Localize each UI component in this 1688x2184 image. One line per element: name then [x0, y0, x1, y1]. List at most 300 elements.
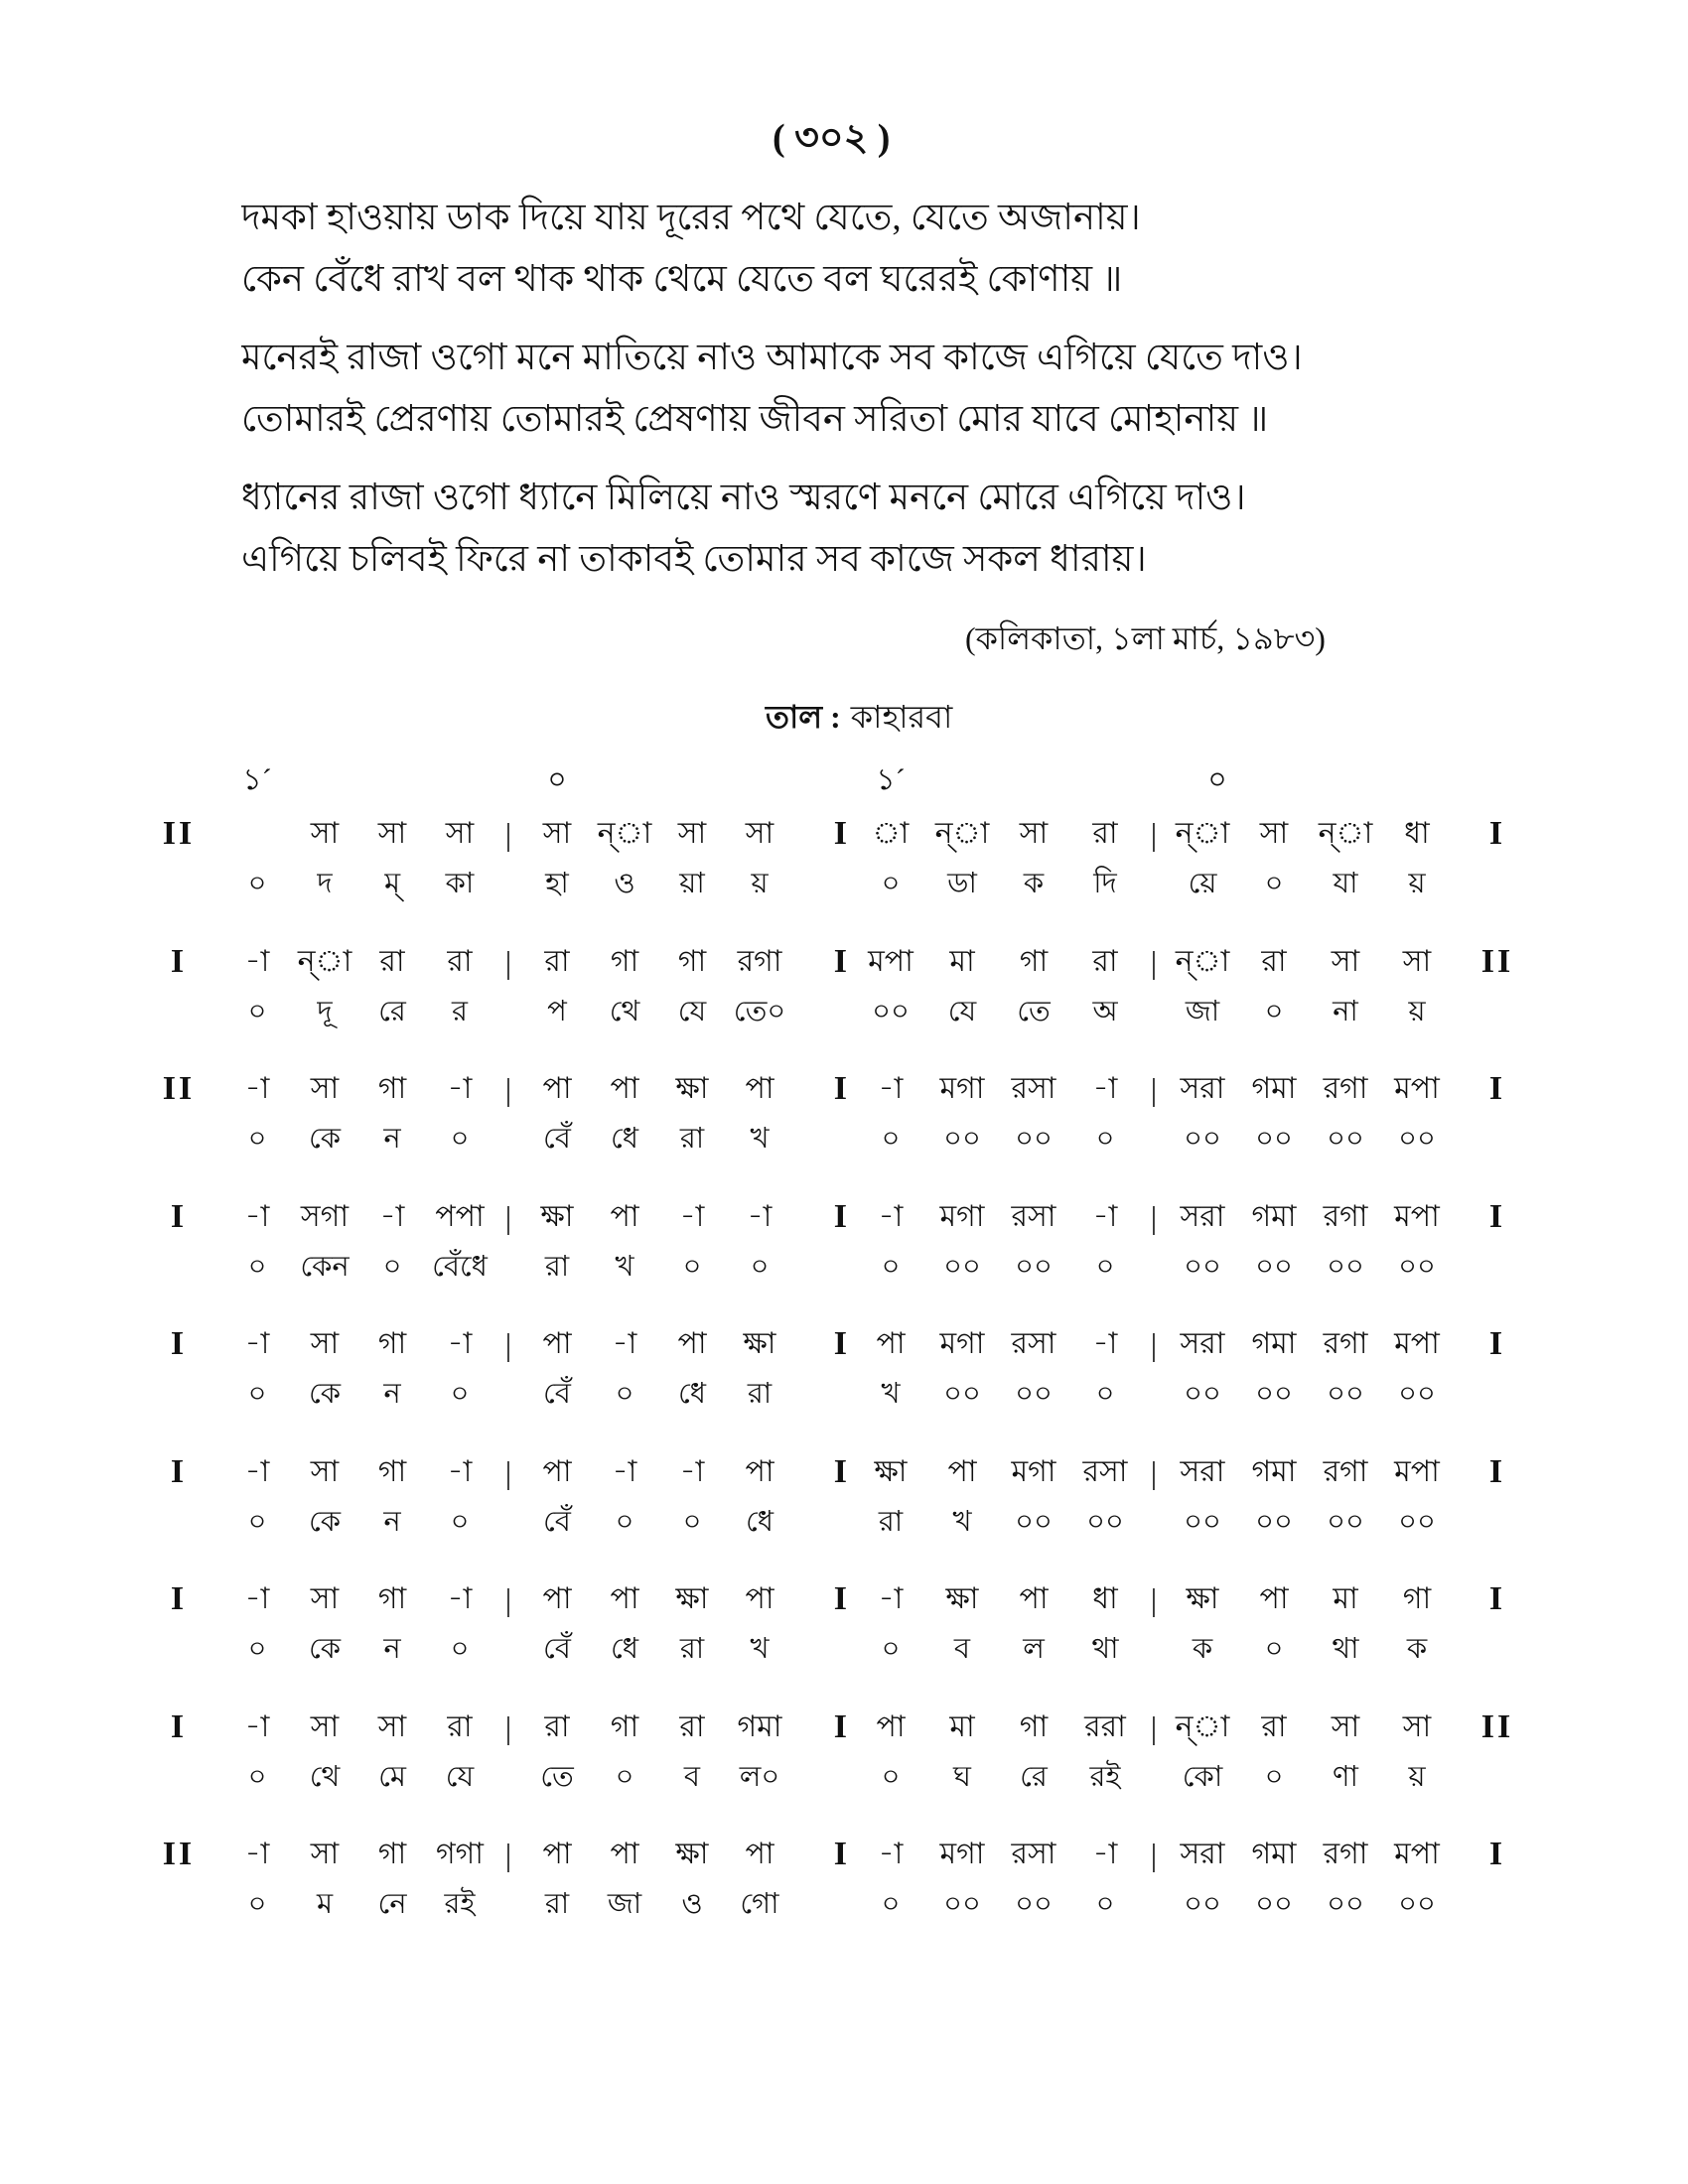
- swara-note: সরা: [1180, 1072, 1225, 1105]
- swara-note: সা: [745, 817, 774, 850]
- beat-divider: |: [1150, 943, 1158, 980]
- lyric-syllable: যে: [445, 1760, 475, 1793]
- beat-divider: |: [504, 1198, 512, 1235]
- lyric-syllable: ০: [247, 1505, 267, 1538]
- swara-note: গমা: [1251, 1454, 1297, 1488]
- swara-note: ন্‌া: [597, 817, 652, 850]
- lyric-syllable: ০০: [1086, 1505, 1124, 1538]
- lyric-syllable: জা: [607, 1888, 642, 1920]
- swara-note: পা: [610, 1199, 639, 1233]
- lyric-syllable: কেন: [300, 1250, 350, 1283]
- lyric-syllable: ০: [247, 1378, 267, 1410]
- swara-note: মগা: [939, 1072, 985, 1105]
- lyric-syllable: খ: [952, 1505, 972, 1538]
- end-barline: I: [1488, 815, 1506, 852]
- swara-note: গা: [610, 1709, 639, 1743]
- lyric-syllable: ০০: [1255, 1378, 1293, 1410]
- beat-divider: |: [504, 1071, 512, 1107]
- swara-note: পা: [745, 1072, 774, 1105]
- swara-note: সা: [310, 817, 340, 850]
- start-barline: I: [170, 1707, 188, 1745]
- swara-note: গা: [1402, 1582, 1432, 1615]
- beat-divider: I: [833, 815, 847, 852]
- lyric-syllable: ০: [450, 1633, 470, 1665]
- lyric-syllable: ধে: [610, 1123, 639, 1155]
- start-barline: I: [170, 1197, 188, 1235]
- lyric-syllable: ক: [1192, 1633, 1213, 1665]
- lyric-syllable: বেঁধে: [432, 1250, 488, 1283]
- end-barline: I: [1488, 1325, 1506, 1362]
- swara-note: পা: [876, 1709, 906, 1743]
- swara-note: পা: [745, 1838, 774, 1870]
- lyric-syllable: ০: [881, 868, 901, 899]
- start-barline: I: [170, 1580, 188, 1617]
- swara-note: রা: [447, 944, 473, 978]
- lyric-syllable: ০০: [1327, 1505, 1364, 1538]
- swara-note: পা: [1259, 1582, 1289, 1615]
- swara-line: [134, 1064, 1542, 1114]
- swara-line: [134, 1447, 1542, 1497]
- swara-note: ন্‌া: [1318, 817, 1373, 850]
- swara-note: মগা: [1011, 1454, 1056, 1488]
- lyric-syllable: ০০: [1398, 1123, 1436, 1155]
- lyric-line: দমকা হাওয়ায় ডাক দিয়ে যায় দূরের পথে যেতে, যেতে অজানায়।: [241, 198, 1141, 238]
- lyric-syllable: ০: [750, 1250, 770, 1283]
- lyric-syllable-line: [134, 1879, 1542, 1929]
- lyric-syllable: কে: [308, 1505, 342, 1538]
- swara-note: মপা: [1394, 1327, 1440, 1360]
- swara-note: -া: [747, 1199, 773, 1233]
- lyric-syllable-line: [134, 859, 1542, 908]
- lyric-syllable: ন: [383, 1123, 401, 1155]
- lyric-syllable: না: [1333, 995, 1358, 1027]
- beat-divider: I: [833, 1452, 847, 1490]
- start-barline: II: [162, 1070, 196, 1107]
- lyric-line: তোমারই প্রেরণায় তোমারই প্রেষণায় জীবন সরিতা মোর যাবে মোহানায় ॥: [241, 399, 1269, 440]
- swara-note: গমা: [737, 1709, 782, 1743]
- swara-note: পা: [542, 1582, 572, 1615]
- lyric-syllable-line: [134, 987, 1542, 1036]
- lyric-syllable: ০০: [1398, 1250, 1436, 1283]
- start-barline: II: [162, 1836, 196, 1872]
- lyric-syllable: ০০: [1398, 1505, 1436, 1538]
- lyric-line: কেন বেঁধে রাখ বল থাক থাক থেমে যেতে বল ঘরেরই কোণায় ॥: [241, 259, 1123, 300]
- lyric-syllable: ০: [247, 1888, 267, 1920]
- lyric-syllable: ০০: [1327, 1123, 1364, 1155]
- composition-place-date: (কলিকাতা, ১লা মার্চ, ১৯৮৩): [965, 620, 1326, 656]
- swara-note: সা: [677, 817, 707, 850]
- swaralipi-notation: [134, 751, 1542, 1958]
- beat-divider: I: [833, 1070, 847, 1107]
- lyric-syllable: ০০: [943, 1378, 981, 1410]
- swara-note: পা: [1019, 1582, 1049, 1615]
- swara-note: সা: [445, 817, 475, 850]
- swara-note: রসা: [1011, 1072, 1056, 1105]
- lyric-syllable: ০০: [1015, 1505, 1053, 1538]
- notation-row: [134, 1574, 1542, 1703]
- beat-divider: I: [833, 1197, 847, 1235]
- swara-note: মগা: [939, 1838, 985, 1870]
- lyric-syllable: অ: [1092, 995, 1118, 1027]
- lyric-syllable: য়ে: [1188, 868, 1217, 899]
- lyric-syllable: ০: [682, 1505, 702, 1538]
- lyric-syllable: ০: [881, 1760, 901, 1793]
- swara-note: ক্ষা: [675, 1838, 709, 1870]
- notation-row: [134, 1447, 1542, 1575]
- lyric-syllable: দি: [1093, 868, 1117, 899]
- swara-note: সা: [377, 1709, 407, 1743]
- swara-note: গমা: [1251, 1199, 1297, 1233]
- beat-divider: |: [504, 943, 512, 980]
- lyric-syllable: ০: [615, 1505, 634, 1538]
- swara-note: -া: [447, 1582, 473, 1615]
- lyric-syllable: রা: [747, 1378, 773, 1410]
- beat-divider: |: [1150, 1198, 1158, 1235]
- lyric-syllable: দূ: [317, 995, 333, 1027]
- swara-note: গা: [377, 1072, 407, 1105]
- end-barline: II: [1480, 1707, 1514, 1745]
- swara-note: -া: [244, 1838, 270, 1870]
- lyric-line: এগিয়ে চলিবই ফিরে না তাকাবই তোমার সব কাজে সকল ধারায়।: [241, 539, 1147, 580]
- lyric-syllable: ০০: [1184, 1505, 1221, 1538]
- swara-note: রগা: [1323, 1199, 1368, 1233]
- stanza: [241, 468, 1552, 591]
- lyric-syllable: ০০: [872, 995, 910, 1027]
- beat-divider: |: [1150, 1326, 1158, 1362]
- lyric-syllable: য়: [1408, 868, 1426, 899]
- lyric-syllable: ০০: [1327, 1378, 1364, 1410]
- page-number: ( ৩০২ ): [773, 117, 891, 159]
- lyric-syllable: ল: [1023, 1633, 1045, 1665]
- stanza: [241, 328, 1552, 451]
- swara-note: ক্ষা: [675, 1072, 709, 1105]
- lyric-syllable: রা: [878, 1505, 904, 1538]
- lyric-syllable: ০: [382, 1250, 402, 1283]
- swara-note: রসা: [1011, 1327, 1056, 1360]
- swara-note: সরা: [1180, 1838, 1225, 1870]
- swara-note: সা: [310, 1454, 340, 1488]
- swara-note: রগা: [1323, 1327, 1368, 1360]
- beat-divider: I: [833, 1325, 847, 1362]
- swara-note: ক্ষা: [1186, 1582, 1219, 1615]
- swara-note: -া: [612, 1454, 637, 1488]
- lyric-syllable: ০০: [943, 1250, 981, 1283]
- lyric-syllable: ০: [247, 995, 267, 1027]
- swara-note: -া: [244, 944, 270, 978]
- lyric-syllable: ব: [683, 1760, 701, 1793]
- tala-marker-row: [134, 751, 1542, 809]
- lyric-syllable: ও: [614, 868, 635, 899]
- swara-note: সা: [310, 1582, 340, 1615]
- start-barline: I: [170, 1325, 188, 1362]
- lyric-syllable-line: [134, 1242, 1542, 1292]
- lyric-syllable: ০: [1264, 995, 1284, 1027]
- lyric-syllable: ০: [615, 1378, 634, 1410]
- lyric-syllable: বেঁ: [543, 1378, 571, 1410]
- lyric-syllable: ম্: [383, 868, 401, 899]
- swara-note: -া: [244, 1327, 270, 1360]
- swara-note: পা: [542, 1072, 572, 1105]
- lyric-syllable: ০: [1264, 1633, 1284, 1665]
- lyric-syllable-line: [134, 1624, 1542, 1674]
- lyric-syllable: ০: [1264, 868, 1284, 899]
- lyric-syllable: রই: [1089, 1760, 1121, 1793]
- lyric-syllable: ০: [450, 1378, 470, 1410]
- swara-note: পা: [542, 1454, 572, 1488]
- beat-divider: |: [504, 1581, 512, 1617]
- swara-note: মা: [949, 944, 975, 978]
- swara-note: -া: [244, 1072, 270, 1105]
- lyric-syllable: কে: [308, 1378, 342, 1410]
- lyric-syllable: কা: [445, 868, 475, 899]
- lyric-syllable: ০০: [1184, 1378, 1221, 1410]
- swara-note: সরা: [1180, 1327, 1225, 1360]
- end-barline: I: [1488, 1452, 1506, 1490]
- lyric-syllable: রই: [444, 1888, 476, 1920]
- swara-note: পা: [610, 1072, 639, 1105]
- swara-line: [134, 1703, 1542, 1752]
- start-barline: II: [162, 815, 196, 852]
- lyric-syllable-line: [134, 1752, 1542, 1802]
- notation-row: [134, 1192, 1542, 1320]
- swara-note: মপা: [1394, 1454, 1440, 1488]
- lyric-syllable: দ: [317, 868, 333, 899]
- swara-note: সা: [1402, 944, 1432, 978]
- tala-heading: [766, 695, 952, 739]
- swara-note: রগা: [737, 944, 782, 978]
- swara-note: পপা: [435, 1199, 485, 1233]
- lyric-syllable: ০: [881, 1250, 901, 1283]
- lyric-syllable: য়া: [679, 868, 705, 899]
- lyric-syllable: ডা: [947, 868, 977, 899]
- lyric-syllable: মে: [378, 1760, 406, 1793]
- lyric-syllable: য়: [1408, 995, 1426, 1027]
- stanza: [241, 188, 1552, 311]
- lyric-syllable: কে: [308, 1633, 342, 1665]
- swara-note: সা: [542, 817, 572, 850]
- swara-note: -া: [612, 1327, 637, 1360]
- swara-note: সা: [1402, 1709, 1432, 1743]
- lyric-syllable: ধে: [677, 1378, 707, 1410]
- end-barline: II: [1480, 942, 1514, 980]
- lyric-syllable: রা: [544, 1888, 570, 1920]
- lyric-syllable: ধে: [610, 1633, 639, 1665]
- lyric-syllable: জা: [1185, 995, 1220, 1027]
- swara-note: ক্ষা: [945, 1582, 979, 1615]
- swara-note: রা: [1092, 817, 1118, 850]
- swara-note: রসা: [1011, 1199, 1056, 1233]
- start-barline: I: [170, 1452, 188, 1490]
- lyric-syllable: রা: [679, 1123, 705, 1155]
- lyric-syllable: র: [452, 995, 468, 1027]
- swara-note: গা: [377, 1454, 407, 1488]
- lyric-syllable: ০০: [1015, 1888, 1053, 1920]
- swara-note: -া: [878, 1582, 904, 1615]
- lyric-line: মনেরই রাজা ওগো মনে মাতিয়ে নাও আমাকে সব কাজে এগিয়ে যেতে দাও।: [241, 338, 1303, 378]
- lyric-syllable: থা: [1332, 1633, 1359, 1665]
- swara-note: -া: [878, 1838, 904, 1870]
- beat-divider: |: [504, 816, 512, 852]
- swara-note: ন্‌া: [1175, 1709, 1230, 1743]
- swara-note: গা: [677, 944, 707, 978]
- lyric-syllable: বেঁ: [543, 1633, 571, 1665]
- lyric-syllable: ০০: [1015, 1250, 1053, 1283]
- notation-row: [134, 1703, 1542, 1831]
- beat-divider: |: [504, 1708, 512, 1745]
- swara-note: মপা: [1394, 1072, 1440, 1105]
- lyric-syllable: ন: [383, 1378, 401, 1410]
- lyric-syllable: ০০: [1015, 1378, 1053, 1410]
- swara-note: সরা: [1180, 1199, 1225, 1233]
- lyric-syllable: ল০: [739, 1760, 780, 1793]
- swara-note: সগা: [300, 1199, 350, 1233]
- lyric-syllable: রে: [378, 995, 406, 1027]
- lyric-syllable: ০০: [1015, 1123, 1053, 1155]
- swara-note: মপা: [1394, 1838, 1440, 1870]
- swara-note: মপা: [868, 944, 914, 978]
- lyric-syllable: খ: [881, 1378, 901, 1410]
- lyric-syllable: ০: [615, 1760, 634, 1793]
- swara-note: -া: [1092, 1838, 1118, 1870]
- lyric-syllable: নে: [377, 1888, 407, 1920]
- tala-marker: ০: [1207, 763, 1227, 796]
- swara-note: রা: [1092, 944, 1118, 978]
- lyric-syllable: তে০: [733, 995, 786, 1027]
- swara-note: ন্‌া: [934, 817, 990, 850]
- lyric-syllable: খ: [750, 1633, 770, 1665]
- swara-note: া: [872, 817, 910, 850]
- swara-line: [134, 937, 1542, 987]
- end-barline: I: [1488, 1836, 1506, 1872]
- swara-note: সা: [1331, 944, 1360, 978]
- lyric-syllable: ণা: [1333, 1760, 1358, 1793]
- lyric-syllable-line: [134, 1114, 1542, 1163]
- lyric-syllable: ০: [1095, 1123, 1115, 1155]
- swara-note: পা: [745, 1582, 774, 1615]
- lyric-syllable: ব: [953, 1633, 971, 1665]
- swara-note: পা: [542, 1327, 572, 1360]
- lyric-syllable: থে: [309, 1760, 341, 1793]
- lyric-syllable: ০: [247, 1123, 267, 1155]
- swara-note: -া: [1092, 1199, 1118, 1233]
- swara-note: গা: [1019, 944, 1049, 978]
- swara-note: -া: [1092, 1327, 1118, 1360]
- lyric-syllable: ০০: [1255, 1123, 1293, 1155]
- swara-line: [134, 1574, 1542, 1624]
- swara-note: পা: [876, 1327, 906, 1360]
- end-barline: I: [1488, 1197, 1506, 1235]
- lyric-syllable: ০০: [1255, 1250, 1293, 1283]
- swara-note: ন্‌া: [1175, 944, 1230, 978]
- swara-note: -া: [679, 1199, 705, 1233]
- swara-note: ররা: [1084, 1709, 1126, 1743]
- lyric-syllable: ০: [1095, 1378, 1115, 1410]
- swara-note: রা: [679, 1709, 705, 1743]
- lyric-syllable: রা: [679, 1633, 705, 1665]
- lyric-syllable: তে: [1017, 995, 1051, 1027]
- lyric-syllable: থা: [1091, 1633, 1119, 1665]
- swara-note: রসা: [1011, 1838, 1056, 1870]
- swara-note: ন্‌া: [297, 944, 352, 978]
- beat-divider: |: [504, 1837, 512, 1872]
- swara-note: মপা: [1394, 1199, 1440, 1233]
- swara-note: পা: [542, 1838, 572, 1870]
- beat-divider: |: [1150, 1453, 1158, 1490]
- swara-line: [134, 1830, 1542, 1879]
- swara-note: সা: [377, 817, 407, 850]
- lyric-syllable: প: [547, 995, 567, 1027]
- lyric-syllable: ০: [682, 1250, 702, 1283]
- lyric-syllable: য়: [1408, 1760, 1426, 1793]
- swara-note: ক্ষা: [540, 1199, 574, 1233]
- swara-note: রগা: [1323, 1838, 1368, 1870]
- lyric-syllable: ম: [316, 1888, 334, 1920]
- lyric-syllable-line: [134, 1369, 1542, 1419]
- swara-note: রসা: [1082, 1454, 1128, 1488]
- swara-note: [223, 809, 291, 859]
- swara-note: -া: [1092, 1072, 1118, 1105]
- notation-rows: [134, 809, 1542, 1958]
- swara-note: গা: [377, 1327, 407, 1360]
- lyric-syllable: ০০: [1255, 1505, 1293, 1538]
- swara-note: গমা: [1251, 1072, 1297, 1105]
- swara-note: পা: [947, 1454, 977, 1488]
- swara-note: গা: [377, 1582, 407, 1615]
- notation-row: [134, 1830, 1542, 1958]
- swara-note: গা: [610, 944, 639, 978]
- tala-name: কাহারবা: [850, 699, 953, 735]
- lyric-syllable: খ: [750, 1123, 770, 1155]
- swara-line: [134, 809, 1542, 859]
- lyric-syllable: বেঁ: [543, 1505, 571, 1538]
- swara-note: ক্ষা: [675, 1582, 709, 1615]
- lyric-syllable: তে: [540, 1760, 574, 1793]
- lyric-syllable: ০: [247, 868, 267, 899]
- end-barline: I: [1488, 1070, 1506, 1107]
- lyric-syllable: ও: [681, 1888, 703, 1920]
- swara-note: পা: [610, 1582, 639, 1615]
- swara-note: -া: [679, 1454, 705, 1488]
- tala-marker: ০: [547, 763, 567, 796]
- swara-note: মগা: [939, 1327, 985, 1360]
- swara-note: রগা: [1323, 1454, 1368, 1488]
- lyric-syllable: ০: [247, 1250, 267, 1283]
- swara-note: -া: [244, 1199, 270, 1233]
- swara-note: -া: [878, 1199, 904, 1233]
- lyric-syllable: ০০: [943, 1123, 981, 1155]
- swara-note: মা: [1333, 1582, 1358, 1615]
- beat-divider: I: [833, 1707, 847, 1745]
- swara-note: রা: [1261, 944, 1287, 978]
- beat-divider: |: [1150, 816, 1158, 852]
- beat-divider: I: [833, 1580, 847, 1617]
- notation-row: [134, 1319, 1542, 1447]
- lyric-syllable: ঘ: [953, 1760, 971, 1793]
- lyric-syllable: গো: [740, 1888, 779, 1920]
- lyric-syllable: ০: [1095, 1888, 1115, 1920]
- lyric-syllable: রে: [1020, 1760, 1048, 1793]
- lyric-syllable: কে: [308, 1123, 342, 1155]
- lyric-syllable: বেঁ: [543, 1123, 571, 1155]
- swara-note: -া: [244, 1709, 270, 1743]
- swara-note: -া: [244, 1454, 270, 1488]
- swara-note: গা: [1019, 1709, 1049, 1743]
- beat-divider: |: [1150, 1837, 1158, 1872]
- swara-note: গমা: [1251, 1327, 1297, 1360]
- swara-note: রগা: [1323, 1072, 1368, 1105]
- lyric-syllable: ০০: [1184, 1250, 1221, 1283]
- lyric-syllable: ০০: [1327, 1888, 1364, 1920]
